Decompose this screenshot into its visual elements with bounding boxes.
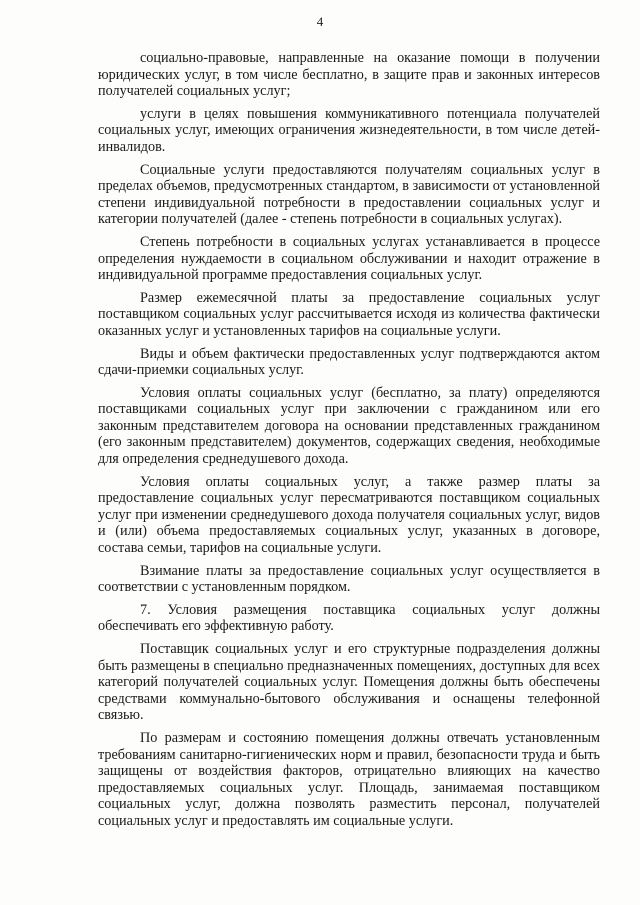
- paragraph-section-7: 7. Условия размещения поставщика социальных услуг должны обеспечивать его эффективную работу.: [98, 601, 600, 635]
- paragraph-service-provision: Социальные услуги предоставляются получателям социальных услуг в пределах объемов, предусмотренных стандартом, в зависимости от установленной степени индивидуальной потребности в предоставлении социальных услуг и категории получателей (далее - степень потребности в социальных услугах).: [98, 161, 600, 228]
- paragraph-payment-revision: Условия оплаты социальных услуг, а также размер платы за предоставление социальных услуг пересматриваются поставщиком социальных услуг при изменении среднедушевого дохода получателя социальных услуг, видов и (или) объема предоставляемых социальных услуг, указанных в договоре, состава семьи, тарифов на социальные услуги.: [98, 473, 600, 557]
- page-number: 4: [316, 14, 324, 29]
- paragraph-communication-services: услуги в целях повышения коммуникативного потенциала получателей социальных услуг, имеющих ограничения жизнедеятельности, в том числе детей-инвалидов.: [98, 105, 600, 155]
- paragraph-monthly-fee: Размер ежемесячной платы за предоставление социальных услуг поставщиком социальных услуг рассчитывается исходя из количества фактически оказанных услуг и установленных тарифов на социальные услуги.: [98, 289, 600, 339]
- paragraph-legal-services: социально-правовые, направленные на оказание помощи в получении юридических услуг, в том числе бесплатно, в защите прав и законных интересов получателей социальных услуг;: [98, 50, 600, 100]
- document-body: [98, 50, 600, 836]
- paragraph-fee-collection: Взимание платы за предоставление социальных услуг осуществляется в соответствии с установленным порядком.: [98, 562, 600, 596]
- paragraph-payment-conditions: Условия оплаты социальных услуг (бесплатно, за плату) определяются поставщиками социальных услуг при заключении с гражданином или его законным представителем договора на основании представленных гражданином (его законным представителем) документов, содержащих сведения, необходимые для определения среднедушевого дохода.: [98, 384, 600, 468]
- paragraph-need-degree: Степень потребности в социальных услугах устанавливается в процессе определения нуждаемости в социальном обслуживании и находит отражение в индивидуальной программе предоставления социальных услуг.: [98, 233, 600, 284]
- paragraph-premises: Поставщик социальных услуг и его структурные подразделения должны быть размещены в специально предназначенных помещениях, доступных для всех категорий получателей социальных услуг. Помещения должны быть обеспечены средствами коммунально-бытового обслуживания и оснащены телефонной связью.: [98, 641, 600, 724]
- paragraph-acceptance-act: Виды и объем фактически предоставленных услуг подтверждаются актом сдачи-приемки социальных услуг.: [98, 345, 600, 379]
- paragraph-premises-requirements: По размерам и состоянию помещения должны отвечать установленным требованиям санитарно-гигиенических норм и правил, безопасности труда и быть защищены от воздействия факторов, отрицательно влияющих на качество предоставляемых социальных услуг. Площадь, занимаемая поставщиком социальных услуг, должна позволять разместить персонал, получателей социальных услуг и предоставлять им социальные услуги.: [98, 729, 600, 829]
